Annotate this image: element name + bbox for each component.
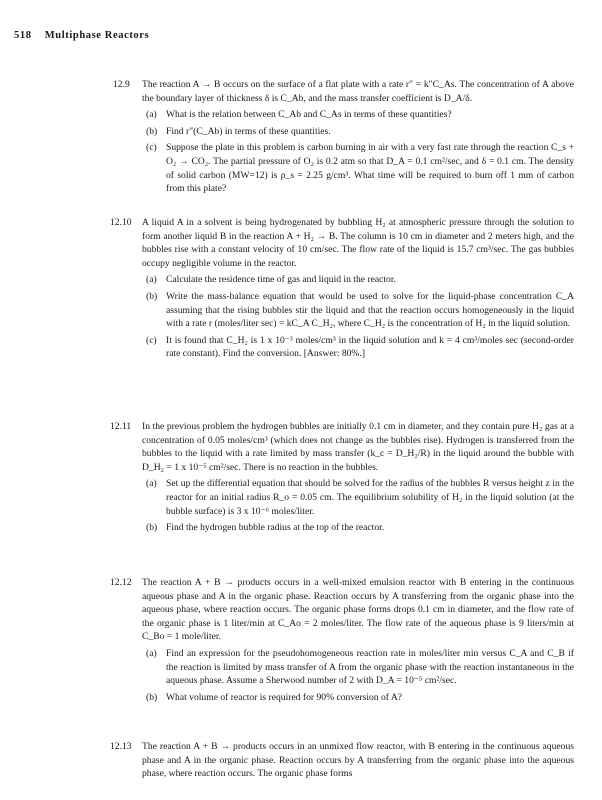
- problem-part: [142, 477, 574, 518]
- problem-number: 12.9: [113, 79, 130, 90]
- part-text: Suppose the plate in this problem is carbon burning in air with a very fast rate through the reaction C_s + O₂ → CO₂. The partial pressure of O₂ is 0.2 atm so that D_A = 0.1 cm²/sec, and δ = 0.1 cm. The density of solid carbon (MW=12) is ρ_s = 2.25 g/cm³. What time will be required to burn off 1 mm of carbon from this plate?: [166, 142, 574, 195]
- part-text: Find r″(C_Ab) in terms of these quantities.: [166, 125, 331, 137]
- part-label: (a): [146, 274, 157, 286]
- part-label: (b): [146, 522, 158, 534]
- part-label: (c): [146, 142, 157, 154]
- part-label: (b): [146, 290, 158, 302]
- part-label: (b): [146, 691, 158, 703]
- part-text: Write the mass-balance equation that would be used to solve for the liquid-phase concentration C_A assuming that the rising bubbles stir the liquid and that the reaction occurs homogeneously in the liquid with a rate r (moles/liter sec) = kC_A C_H₂, where C_H₂ is the concentration of H₂ in the liquid solution.: [166, 290, 574, 330]
- problem-part: [142, 141, 574, 195]
- part-label: (a): [146, 478, 157, 490]
- part-text: Calculate the residence time of gas and liquid in the reactor.: [166, 274, 396, 286]
- problem-statement: The reaction A + B → products occurs in an unmixed flow reactor, with B entering in the continuous aqueous phase and A in the organic phase. Reaction occurs by A transferring from the organic phase into the aqueous phase, where reaction occurs. The organic phase forms: [142, 741, 574, 780]
- running-header: [14, 30, 149, 41]
- problem-statement: The reaction A + B → products occurs in a well-mixed emulsion reactor with B entering in the continuous aqueous phase and A in the organic phase. Reaction occurs by A transferring from the organic phase into the aqueous phase, where reaction occurs. The organic phase forms drops 0.1 cm in diameter, and the flow rate of the organic phase is 1 liter/min at C_Ao = 2 moles/liter. The flow rate of the aqueous phase is 9 liters/min at C_Bo = 1 mole/liter.: [142, 577, 574, 643]
- running-title: Multiphase Reactors: [44, 30, 150, 41]
- part-label: (a): [146, 647, 157, 659]
- problem-number: 12.11: [110, 421, 132, 432]
- problem-statement: In the previous problem the hydrogen bubbles are initially 0.1 cm in diameter, and they contain pure H₂ gas at a concentration of 0.05 moles/cm³ (which does not change as the bubbles rise). Hydrogen is transferred from the bubbles to the liquid with a rate limited by mass transfer (k_c = D_H₂/R) in the liquid around the bubble with D_H₂ = 1 x 10⁻⁵ cm²/sec. There is no reaction in the bubbles.: [142, 421, 574, 473]
- problem-part: [142, 108, 574, 122]
- problem-number: 12.10: [110, 217, 132, 228]
- part-text: What volume of reactor is required for 90% conversion of A?: [166, 691, 403, 703]
- problem-12-12: [0, 576, 602, 704]
- part-text: Find the hydrogen bubble radius at the top of the reactor.: [166, 522, 385, 534]
- part-label: (b): [146, 125, 158, 137]
- problem-part: [142, 290, 574, 331]
- page-number: 518: [14, 30, 32, 41]
- part-text: Set up the differential equation that should be solved for the radius of the bubbles R versus height z in the reactor for an initial radius R_o = 0.05 cm. The equilibrium solubility of H₂ in the liquid solution (at the bubble surface) is 3 x 10⁻⁶ moles/liter.: [166, 478, 574, 517]
- problem-number: 12.13: [110, 741, 132, 752]
- problem-part: [142, 334, 574, 361]
- part-label: (a): [146, 109, 157, 121]
- part-text: Find an expression for the pseudohomogeneous reaction rate in moles/liter min versus C_A and C_B if the reaction is limited by mass transfer of A from the organic phase with the reaction instantaneous in the aqueous phase. Assume a Sherwood number of 2 with D_A = 10⁻⁵ cm²/sec.: [166, 647, 574, 687]
- problem-part: [142, 273, 574, 287]
- problem-12-13: [0, 740, 602, 781]
- problem-statement: The reaction A → B occurs on the surface of a flat plate with a rate r″ = k″C_As. The concentration of A above the boundary layer of thickness δ is C_Ab, and the mass transfer coefficient is D_A/δ.: [142, 79, 574, 104]
- problem-part: [142, 647, 574, 688]
- problem-12-11: [0, 420, 602, 535]
- part-text: What is the relation between C_Ab and C_As in terms of these quantities?: [166, 109, 452, 121]
- part-text: It is found that C_H₂ is 1 x 10⁻³ moles/cm³ in the liquid solution and k = 4 cm³/moles sec (second-order rate constant). Find the conversion. [Answer: 80%.]: [166, 334, 574, 360]
- problem-12-9: [0, 78, 602, 196]
- problem-part: [142, 691, 574, 705]
- problem-12-10: [0, 216, 602, 361]
- problem-number: 12.12: [110, 577, 132, 588]
- part-label: (c): [146, 334, 157, 346]
- problem-part: [142, 125, 574, 139]
- problem-statement: A liquid A in a solvent is being hydrogenated by bubbling H₂ at atmospheric pressure through the solution to form another liquid B in the reaction A + H₂ → B. The column is 10 cm in diameter and 2 meters high, and the bubbles rise with a constant velocity of 10 cm/sec. The flow rate of the liquid is 15.7 cm³/sec. The gas bubbles occupy negligible volume in the reactor.: [142, 217, 574, 269]
- problem-part: [142, 521, 574, 535]
